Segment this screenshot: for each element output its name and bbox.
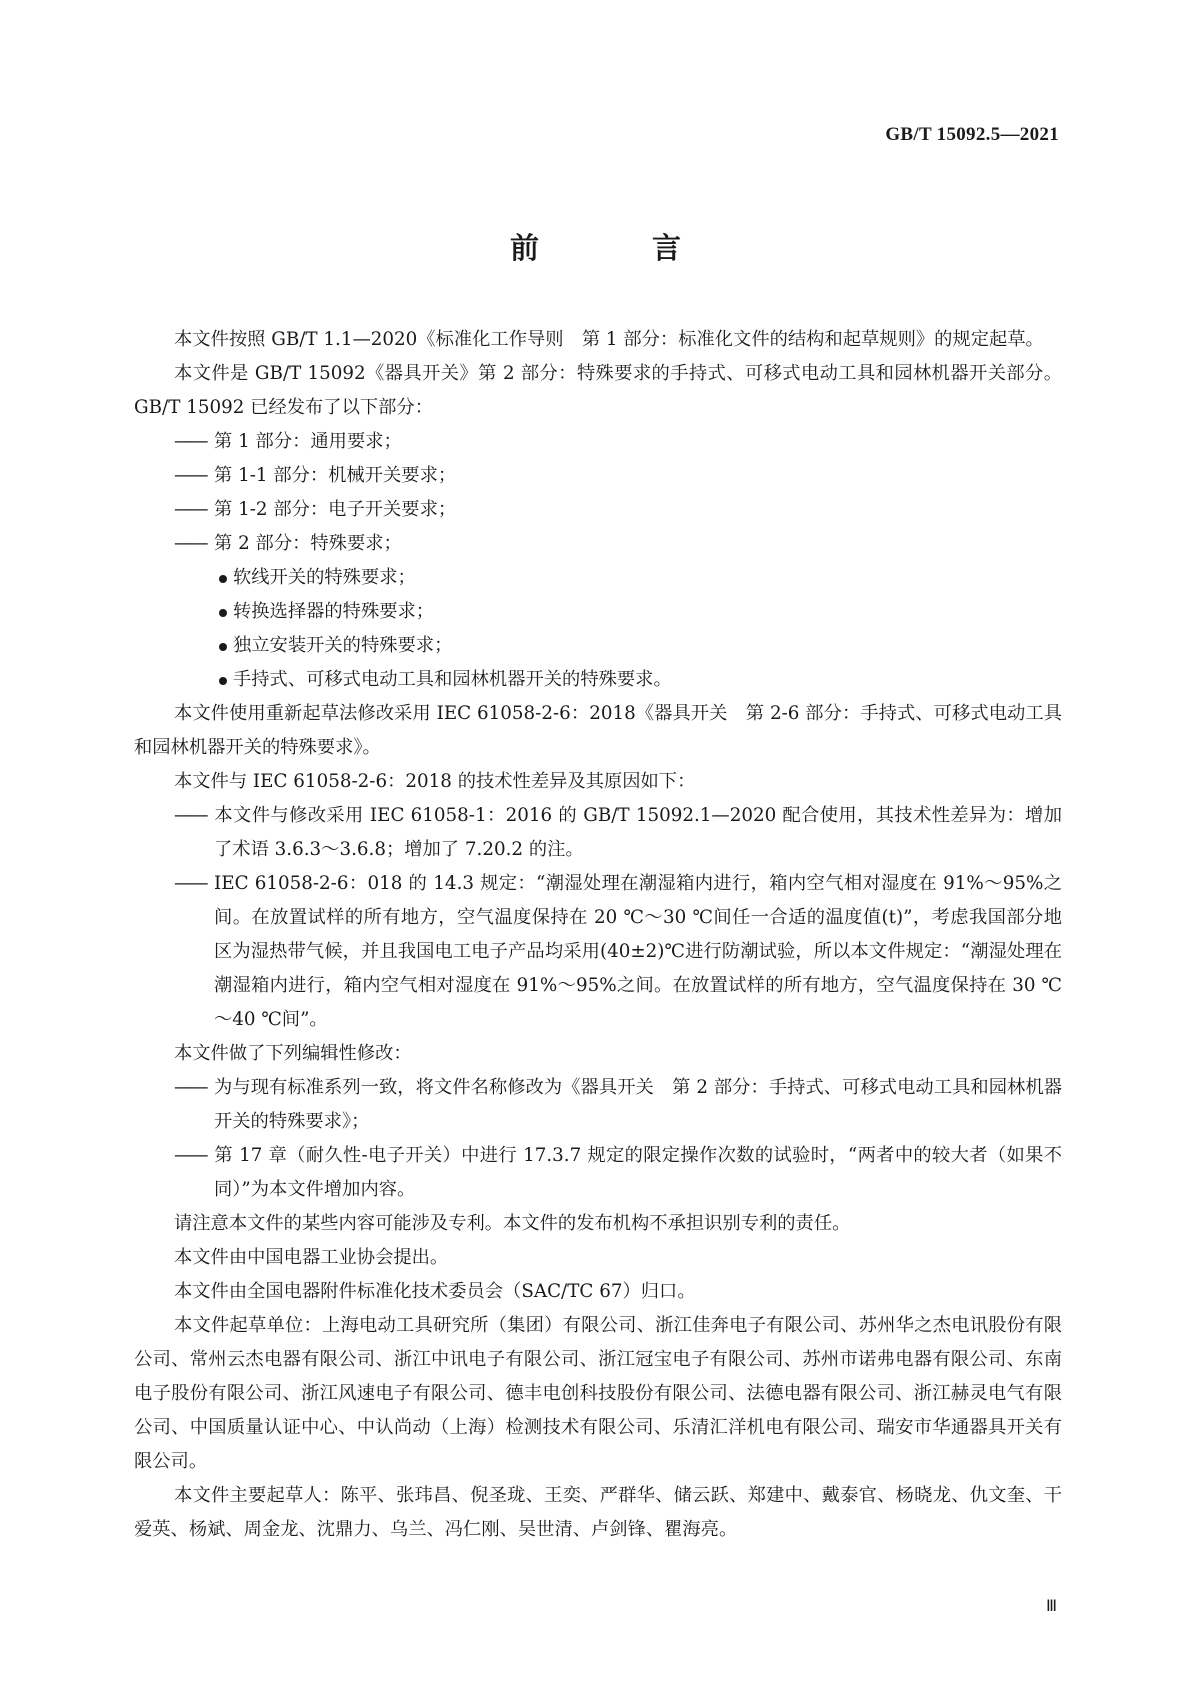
dash-mark: —— xyxy=(174,533,207,554)
document-body xyxy=(134,323,1062,1547)
dash-mark: —— xyxy=(174,1145,207,1166)
paragraph: 本文件由全国电器附件标准化技术委员会（SAC/TC 67）归口。 xyxy=(174,1281,696,1302)
bullet-item xyxy=(134,561,1062,595)
dash-item xyxy=(134,1071,1062,1139)
dash-mark: —— xyxy=(174,805,207,826)
dash-item-text: 第 1 部分：通用要求； xyxy=(214,431,402,452)
bullet-item-text: 独立安装开关的特殊要求； xyxy=(233,635,453,656)
bullet-dot-icon xyxy=(219,575,227,583)
dash-item xyxy=(134,799,1062,867)
dash-item-text: 第 1-1 部分：机械开关要求； xyxy=(214,465,457,486)
dash-mark: —— xyxy=(174,431,207,452)
paragraph: 本文件主要起草人：陈平、张玮昌、倪圣珑、王奕、严群华、储云跃、郑建中、戴泰官、杨晓龙、仇文奎、干爱英、杨斌、周金龙、沈鼎力、乌兰、冯仁刚、吴世清、卢剑锋、瞿海亮。 xyxy=(134,1485,1062,1540)
dash-mark: —— xyxy=(174,1077,207,1098)
dash-item xyxy=(134,867,1062,1037)
dash-mark: —— xyxy=(174,499,207,520)
dash-mark: —— xyxy=(174,873,207,894)
dash-item-text: 本文件与修改采用 IEC 61058-1：2016 的 GB/T 15092.1—2020 配合使用，其技术性差异为：增加了术语 3.6.3～3.6.8；增加了 7.20.2 的注。 xyxy=(214,805,1062,860)
page-title: 前 言 xyxy=(509,231,723,265)
dash-item xyxy=(134,459,1062,493)
page-number: Ⅲ xyxy=(1045,1598,1057,1615)
bullet-dot-icon xyxy=(219,643,227,651)
paragraph: 本文件按照 GB/T 1.1—2020《标准化工作导则 第 1 部分：标准化文件的结构和起草规则》的规定起草。 xyxy=(174,329,1044,350)
paragraph: 本文件与 IEC 61058-2-6：2018 的技术性差异及其原因如下： xyxy=(174,771,696,792)
bullet-item-text: 软线开关的特殊要求； xyxy=(233,567,416,588)
paragraph: 本文件是 GB/T 15092《器具开关》第 2 部分：特殊要求的手持式、可移式电动工具和园林机器开关部分。GB/T 15092 已经发布了以下部分： xyxy=(134,363,1062,418)
dash-mark: —— xyxy=(174,465,207,486)
paragraph: 本文件由中国电器工业协会提出。 xyxy=(174,1247,449,1268)
bullet-item xyxy=(134,629,1062,663)
dash-item xyxy=(134,1139,1062,1207)
dash-item-text: 第 17 章（耐久性-电子开关）中进行 17.3.7 规定的限定操作次数的试验时，“两者中的较大者（如果不同）”为本文件增加内容。 xyxy=(214,1145,1062,1200)
dash-item-text: 第 2 部分：特殊要求； xyxy=(214,533,402,554)
dash-item-text: 第 1-2 部分：电子开关要求； xyxy=(214,499,457,520)
bullet-item-text: 手持式、可移式电动工具和园林机器开关的特殊要求。 xyxy=(233,669,672,690)
bullet-item-text: 转换选择器的特殊要求； xyxy=(233,601,435,622)
standard-code: GB/T 15092.5—2021 xyxy=(885,124,1059,145)
paragraph: 请注意本文件的某些内容可能涉及专利。本文件的发布机构不承担识别专利的责任。 xyxy=(174,1213,851,1234)
bullet-item xyxy=(134,595,1062,629)
dash-item xyxy=(134,493,1062,527)
paragraph: 本文件使用重新起草法修改采用 IEC 61058-2-6：2018《器具开关 第 2-6 部分：手持式、可移式电动工具和园林机器开关的特殊要求》。 xyxy=(134,703,1062,758)
dash-item xyxy=(134,425,1062,459)
dash-item xyxy=(134,527,1062,561)
dash-item-text: 为与现有标准系列一致，将文件名称修改为《器具开关 第 2 部分：手持式、可移式电动工具和园林机器开关的特殊要求》； xyxy=(214,1077,1062,1132)
paragraph: 本文件做了下列编辑性修改： xyxy=(174,1043,412,1064)
bullet-dot-icon xyxy=(219,609,227,617)
bullet-item xyxy=(134,663,1062,697)
dash-item-text: IEC 61058-2-6：018 的 14.3 规定：“潮湿处理在潮湿箱内进行，箱内空气相对湿度在 91%～95%之间。在放置试样的所有地方，空气温度保持在 20 ℃～30 ℃间任一合适的温度值(t)”，考虑我国部分地区为湿热带气候，并且我国电工电子产品均采用(40±2)℃进行防潮试验，所以本文件规定：“潮湿处理在潮湿箱内进行，箱内空气相对湿度在 91%～95%之间。在放置试样的所有地方，空气温度保持在 30 ℃～40 ℃间”。 xyxy=(214,873,1062,1030)
bullet-dot-icon xyxy=(219,677,227,685)
paragraph: 本文件起草单位：上海电动工具研究所（集团）有限公司、浙江佳奔电子有限公司、苏州华之杰电讯股份有限公司、常州云杰电器有限公司、浙江中讯电子有限公司、浙江冠宝电子有限公司、苏州市诺弗电器有限公司、东南电子股份有限公司、浙江风速电子有限公司、德丰电创科技股份有限公司、法德电器有限公司、浙江赫灵电气有限公司、中国质量认证中心、中认尚动（上海）检测技术有限公司、乐清汇洋机电有限公司、瑞安市华通器具开关有限公司。 xyxy=(134,1315,1062,1472)
